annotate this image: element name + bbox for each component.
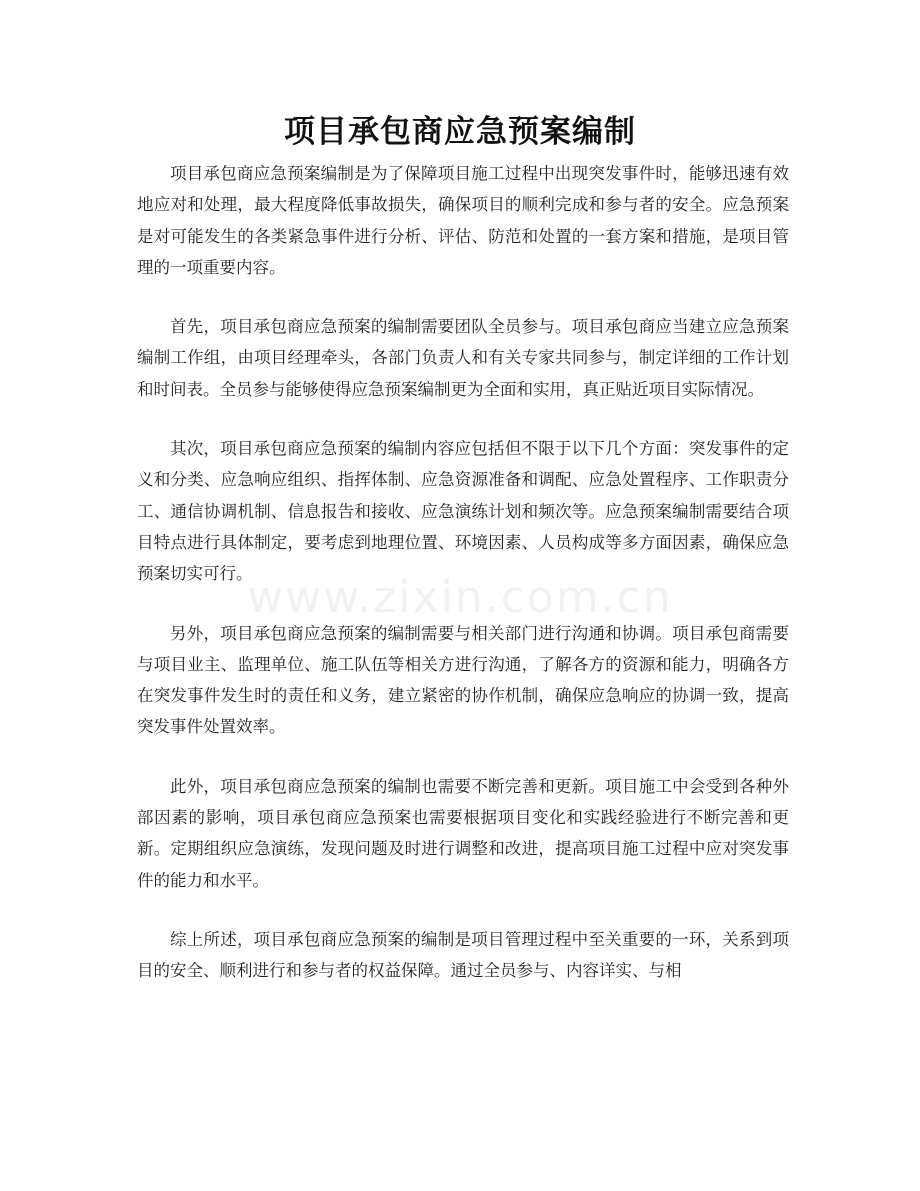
paragraph-summary: 综上所述，项目承包商应急预案的编制是项目管理过程中至关重要的一环，关系到项目的安全、顺利进行和参与者的权益保障。通过全员参与、内容详实、与相 (137, 929, 789, 981)
document-body (137, 158, 789, 1015)
paragraph-improvement: 此外，项目承包商应急预案的编制也需要不断完善和更新。项目施工中会受到各种外部因素的影响，项目承包商应急预案也需要根据项目变化和实践经验进行不断完善和更新。定期组织应急演练，发现问题及时进行调整和改进，提高项目施工过程中应对突发事件的能力和水平。 (137, 776, 789, 890)
paragraph-content-scope: 其次，项目承包商应急预案的编制内容应包括但不限于以下几个方面：突发事件的定义和分类、应急响应组织、指挥体制、应急资源准备和调配、应急处置程序、工作职责分工、通信协调机制、信息报告和接收、应急演练计划和频次等。应急预案编制需要结合项目特点进行具体制定，要考虑到地理位置、环境因素、人员构成等多方面因素，确保应急预案切实可行。 (137, 439, 789, 584)
paragraph-team-participation: 首先，项目承包商应急预案的编制需要团队全员参与。项目承包商应当建立应急预案编制工作组，由项目经理牵头，各部门负责人和有关专家共同参与，制定详细的工作计划和时间表。全员参与能够使得应急预案编制更为全面和实用，真正贴近项目实际情况。 (137, 317, 789, 399)
paragraph-intro: 项目承包商应急预案编制是为了保障项目施工过程中出现突发事件时，能够迅速有效地应对和处理，最大程度降低事故损失，确保项目的顺利完成和参与者的安全。应急预案是对可能发生的各类紧急事件进行分析、评估、防范和处置的一套方案和措施，是项目管理的一项重要内容。 (137, 164, 789, 277)
watermark: www.zixin.com.cn (247, 572, 673, 623)
paragraph-coordination: 另外，项目承包商应急预案的编制需要与相关部门进行沟通和协调。项目承包商需要与项目业主、监理单位、施工队伍等相关方进行沟通，了解各方的资源和能力，明确各方在突发事件发生时的责任和义务，建立紧密的协作机制，确保应急响应的协调一致，提高突发事件处置效率。 (137, 623, 789, 737)
document-title: 项目承包商应急预案编制 (284, 114, 636, 150)
